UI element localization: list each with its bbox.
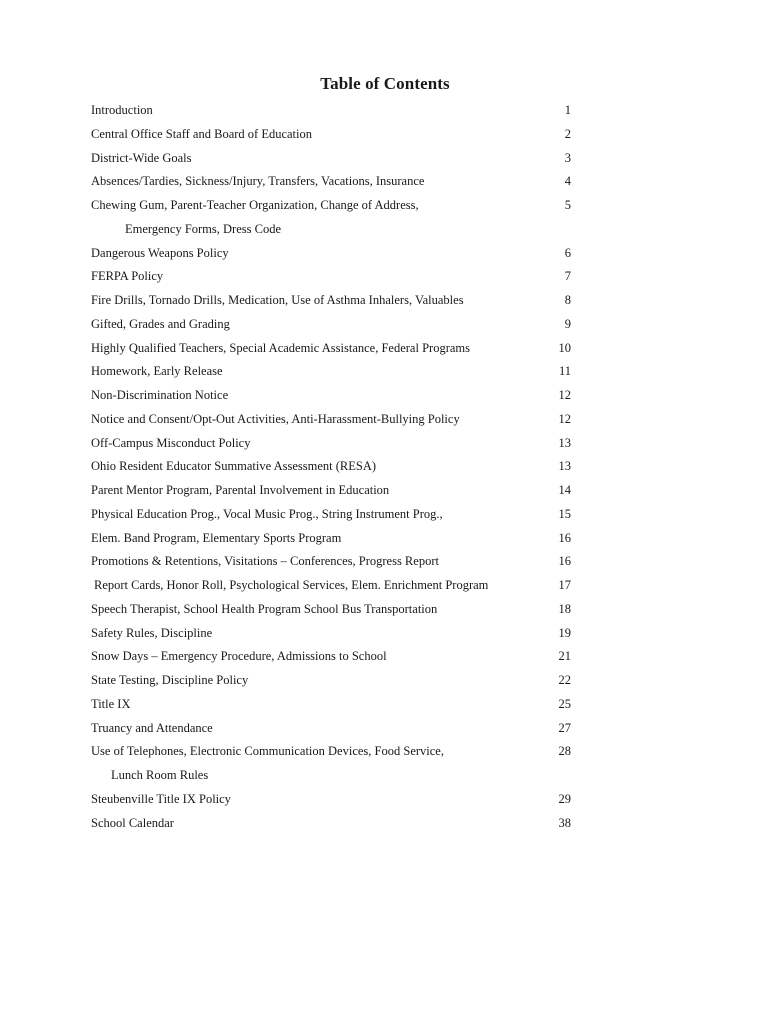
- toc-page-number: 10: [558, 340, 571, 355]
- toc-entry-text: Fire Drills, Tornado Drills, Medication, Use of Asthma Inhalers, Valuables: [91, 293, 464, 307]
- toc-entry-row: [91, 289, 571, 313]
- toc-page-number: 29: [558, 791, 571, 806]
- toc-entry-text: Promotions & Retentions, Visitations – Conferences, Progress Report: [91, 554, 439, 569]
- toc-entry-row: [91, 337, 571, 361]
- toc-entry-row: [91, 693, 571, 717]
- toc-entry-text: Non-Discrimination Notice: [91, 388, 229, 402]
- toc-entry-row: [91, 360, 571, 384]
- toc-page-number: 28: [558, 744, 571, 759]
- toc-page-number: 18: [558, 601, 571, 616]
- toc-entry-row: [91, 384, 571, 408]
- toc-entry-text: Introduction: [91, 103, 153, 117]
- toc-page-number: 6: [564, 245, 571, 260]
- toc-page-number: 4: [564, 174, 571, 189]
- toc-page-number: 25: [558, 696, 571, 711]
- toc-entry-row: [91, 194, 571, 218]
- toc-page-number: 16: [558, 530, 571, 545]
- toc-entry-row: [91, 123, 571, 147]
- toc-entry-text: Ohio Resident Educator Summative Assessment (RESA): [91, 459, 377, 474]
- toc-entry-text: Elem. Band Program, Elementary Sports Program: [91, 530, 342, 545]
- toc-entry-text: Gifted, Grades and Grading: [91, 316, 230, 331]
- toc-entry-row: [91, 527, 571, 551]
- toc-page-number: 22: [558, 673, 571, 687]
- toc-entry-text: State Testing, Discipline Policy: [91, 673, 249, 687]
- toc-entry-text: FERPA Policy: [91, 269, 164, 284]
- toc-entry-text: Highly Qualified Teachers, Special Academic Assistance, Federal Programs: [91, 340, 470, 355]
- toc-entry-row: [91, 170, 571, 194]
- toc-page-number: 13: [558, 459, 571, 474]
- toc-entry-text: Snow Days – Emergency Procedure, Admissions to School: [91, 649, 387, 664]
- toc-entry-text: Notice and Consent/Opt-Out Activities, Anti-Harassment-Bullying Policy: [91, 411, 460, 426]
- toc-page-number: 15: [558, 506, 571, 521]
- toc-entry-row: [91, 503, 571, 527]
- toc-entry-text: Lunch Room Rules: [111, 768, 209, 782]
- toc-entry-row: [91, 574, 571, 598]
- toc-page-number: 11: [558, 364, 571, 379]
- toc-page-number: 19: [558, 625, 571, 640]
- toc-entry-text: District-Wide Goals: [91, 150, 192, 165]
- toc-entry-text: Use of Telephones, Electronic Communication Devices, Food Service,: [91, 744, 444, 759]
- toc-entry-text: Absences/Tardies, Sickness/Injury, Transfers, Vacations, Insurance: [91, 174, 425, 189]
- toc-entry-row: [91, 455, 571, 479]
- toc-entry-row: [91, 764, 571, 788]
- toc-entry-text: Speech Therapist, School Health Program School Bus Transportation: [91, 601, 438, 616]
- toc-entry-row: [91, 812, 571, 836]
- page-title: Table of Contents: [320, 74, 450, 93]
- toc-entry-text: Chewing Gum, Parent-Teacher Organization, Change of Address,: [91, 198, 419, 212]
- toc-entry-row: [91, 432, 571, 456]
- toc-list: [91, 99, 571, 835]
- toc-entry-text: Emergency Forms, Dress Code: [125, 221, 281, 236]
- toc-entry-text: Safety Rules, Discipline: [91, 625, 213, 640]
- toc-page-number: 17: [558, 578, 571, 592]
- toc-entry-text: Title IX: [91, 696, 131, 711]
- toc-entry-row: [91, 242, 571, 266]
- toc-entry-text: Off-Campus Misconduct Policy: [91, 435, 251, 450]
- toc-entry-text: Dangerous Weapons Policy: [91, 245, 229, 260]
- toc-entry-text: Central Office Staff and Board of Education: [91, 126, 312, 141]
- toc-page-number: 5: [564, 198, 571, 212]
- toc-page-number: 13: [558, 435, 571, 450]
- toc-entry-row: [91, 147, 571, 171]
- toc-entry-row: [91, 408, 571, 432]
- toc-page-number: 27: [558, 720, 571, 735]
- toc-page-number: 12: [558, 411, 571, 426]
- toc-entry-row: [91, 598, 571, 622]
- toc-page-number: 8: [564, 293, 571, 307]
- toc-entry-text: Steubenville Title IX Policy: [91, 791, 231, 806]
- toc-page-number: 2: [564, 126, 571, 141]
- toc-page-number: 16: [558, 554, 571, 569]
- toc-page-number: 7: [564, 269, 571, 284]
- toc-entry-text: Homework, Early Release: [91, 364, 223, 379]
- toc-entry-text: Truancy and Attendance: [91, 720, 213, 735]
- toc-page-number: 3: [564, 150, 571, 165]
- toc-page-number: 12: [558, 388, 571, 402]
- toc-entry-row: [91, 550, 571, 574]
- toc-page-number: 9: [564, 316, 571, 331]
- toc-entry-row: [91, 479, 571, 503]
- toc-entry-row: [91, 717, 571, 741]
- toc-page-number: 14: [558, 483, 571, 497]
- toc-entry-row: [91, 622, 571, 646]
- toc-entry-row: [91, 669, 571, 693]
- toc-page-number: 38: [558, 815, 571, 830]
- toc-page-number: 1: [564, 103, 571, 117]
- toc-entry-row: [91, 218, 571, 242]
- toc-entry-text: Parent Mentor Program, Parental Involvement in Education: [91, 483, 390, 497]
- toc-entry-row: [91, 645, 571, 669]
- toc-entry-text: Report Cards, Honor Roll, Psychological Services, Elem. Enrichment Program: [94, 578, 489, 592]
- toc-entry-text: Physical Education Prog., Vocal Music Prog., String Instrument Prog.,: [91, 506, 443, 521]
- toc-entry-row: [91, 265, 571, 289]
- toc-entry-row: [91, 740, 571, 764]
- toc-entry-text: School Calendar: [91, 815, 174, 830]
- toc-entry-row: [91, 788, 571, 812]
- toc-entry-row: [91, 99, 571, 123]
- toc-entry-row: [91, 313, 571, 337]
- toc-page-number: 21: [558, 649, 571, 664]
